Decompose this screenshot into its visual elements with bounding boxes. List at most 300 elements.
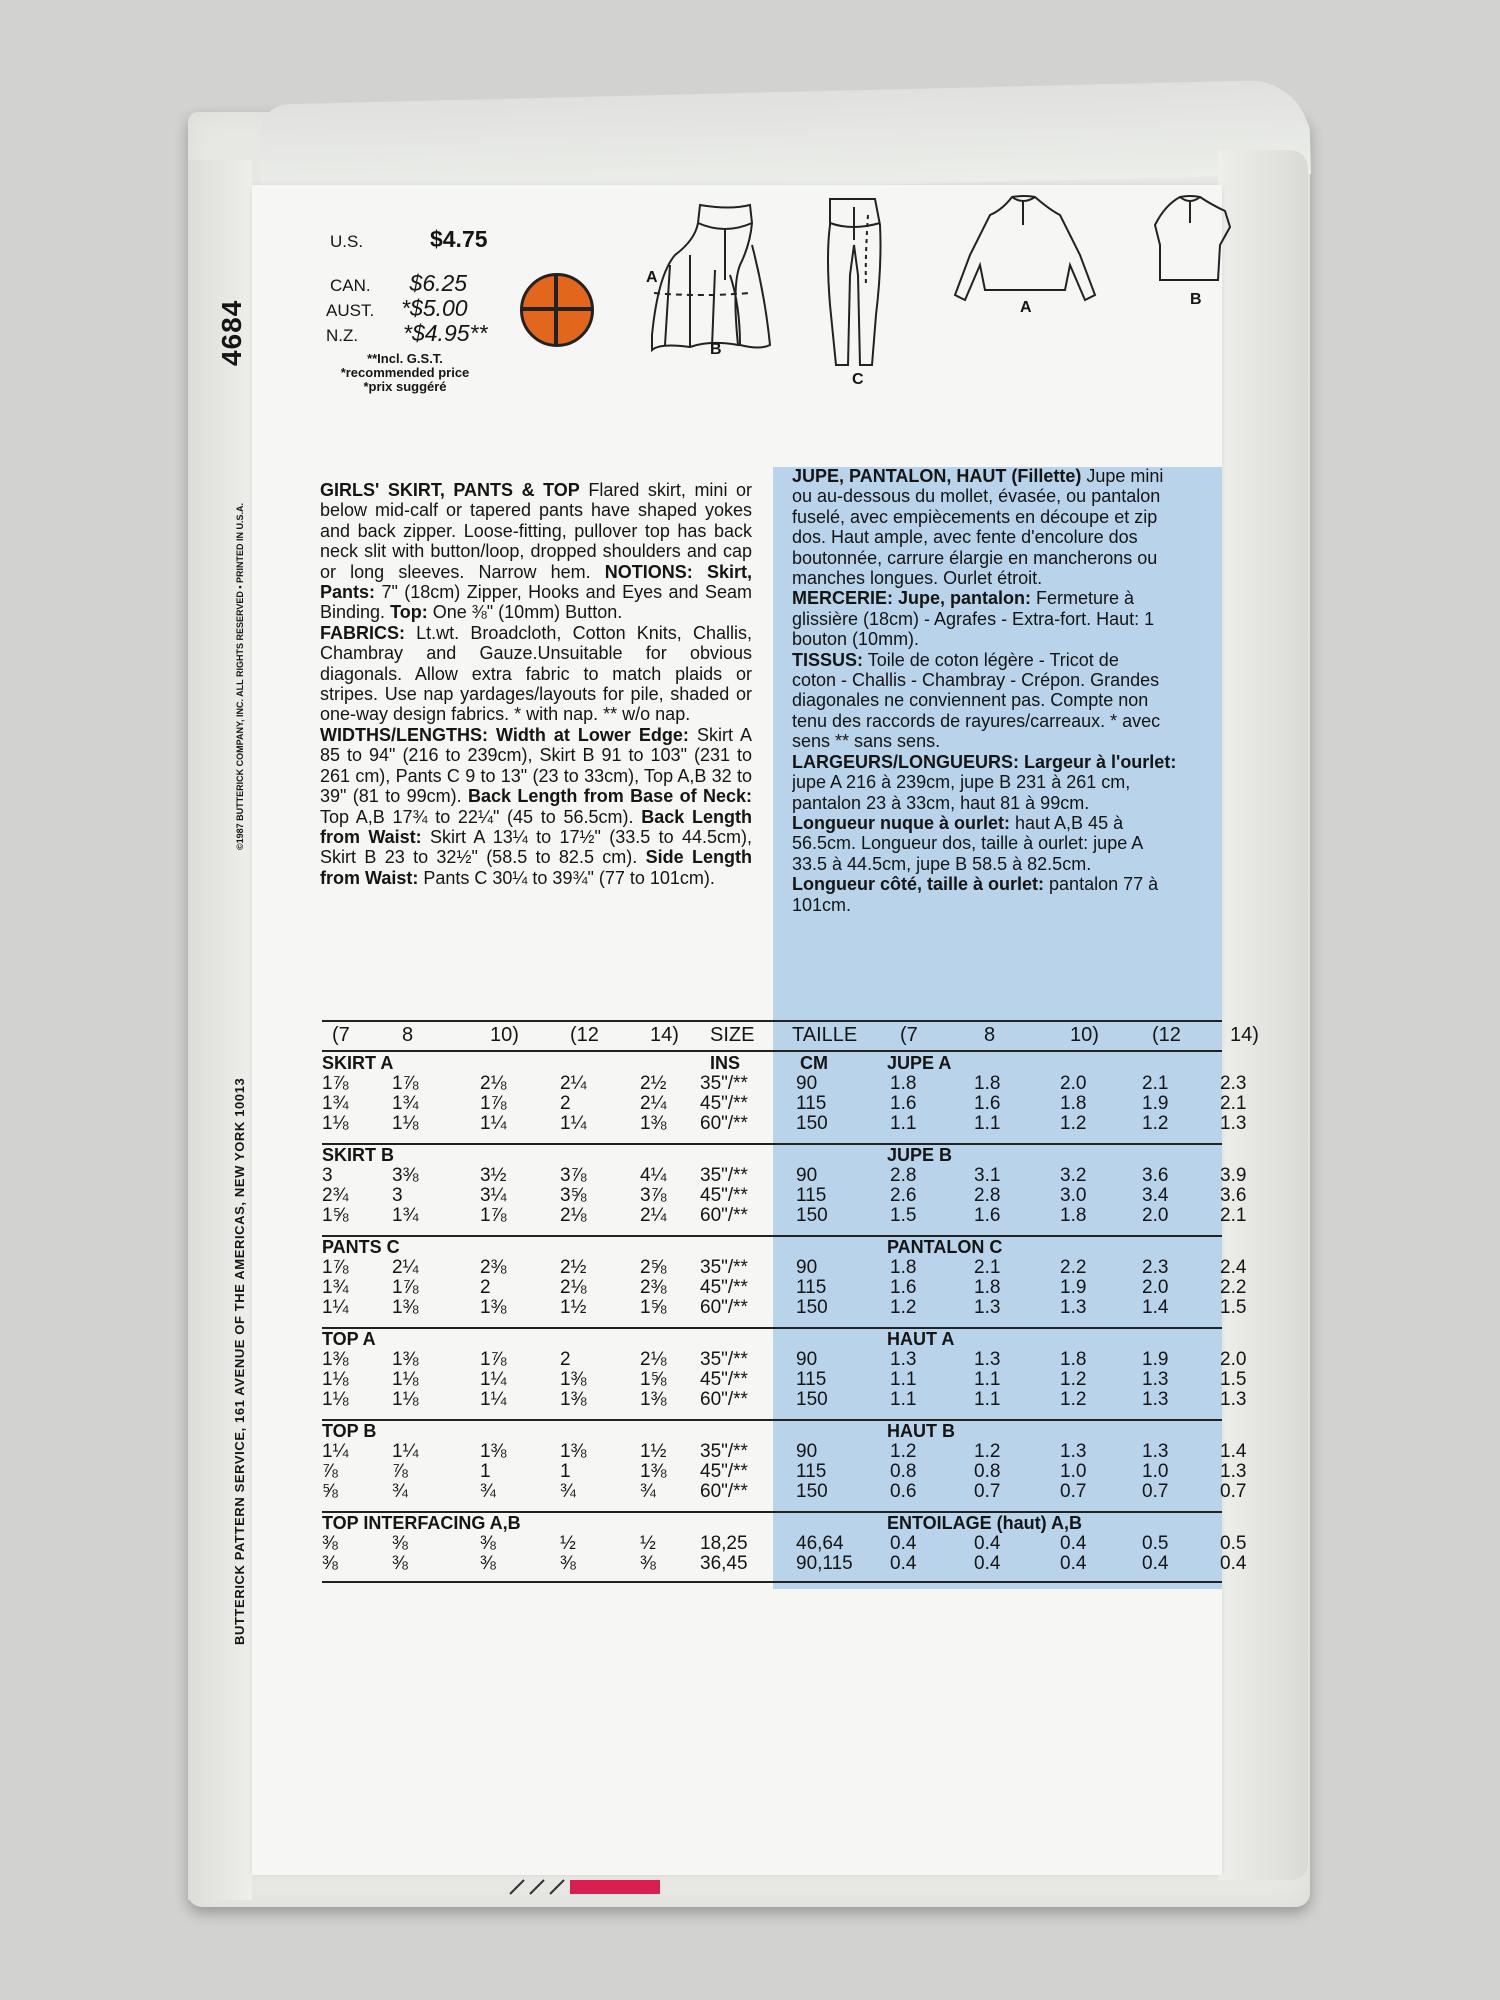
- section-label-en: TOP B: [322, 1421, 377, 1441]
- header-size-en: 10): [490, 1024, 519, 1046]
- yardage-cm-cell: 2.1: [1220, 1205, 1247, 1226]
- yardage-cm-cell: 1.8: [974, 1073, 1001, 1094]
- fabric-width-cm: 90: [796, 1165, 818, 1186]
- yardage-cm-cell: 2.3: [1220, 1073, 1247, 1094]
- header-size-en: 8: [402, 1024, 414, 1046]
- yardage-ins-cell: 2⅛: [480, 1073, 507, 1094]
- yardage-cm-cell: 1.2: [1142, 1113, 1169, 1134]
- fabric-width-ins: 45"/**: [700, 1277, 748, 1298]
- price-label: CAN.: [330, 276, 371, 295]
- yardage-cm-cell: 1.9: [1060, 1277, 1087, 1298]
- price-value: $4.75: [429, 226, 488, 252]
- yardage-cm-cell: 1.9: [1142, 1349, 1169, 1370]
- yardage-cm-cell: 0.4: [890, 1553, 917, 1574]
- widths-label: WIDTHS/LENGTHS:: [320, 724, 488, 745]
- publisher-address: BUTTERICK PATTERN SERVICE, 161 AVENUE OF THE AMERICAS, NEW YORK 10013: [232, 1077, 247, 1645]
- header-size-fr: (7: [900, 1024, 918, 1046]
- section-label-en: TOP A: [322, 1329, 376, 1349]
- french-line: [792, 813, 1222, 833]
- yardage-ins-cell: 2⅝: [640, 1257, 667, 1278]
- yardage-ins-cell: ½: [640, 1533, 656, 1554]
- yardage-cm-cell: 1.5: [1220, 1297, 1247, 1318]
- back-neck-text: Top A,B 17¾ to 22¼" (45 to 56.5cm).: [320, 806, 634, 827]
- yardage-cm-cell: 0.7: [1220, 1481, 1247, 1502]
- yardage-cm-cell: 1.1: [890, 1369, 917, 1390]
- yardage-ins-cell: ⅜: [560, 1553, 576, 1574]
- fabric-width-ins: 45"/**: [700, 1093, 748, 1114]
- yardage-cm-cell: 1.8: [1060, 1093, 1087, 1114]
- yardage-cm-cell: 1.3: [1142, 1369, 1169, 1390]
- yardage-cm-cell: 1.5: [890, 1205, 917, 1226]
- yardage-cm-cell: 1.4: [1142, 1297, 1169, 1318]
- yardage-cm-cell: 3.4: [1142, 1185, 1169, 1206]
- english-description: [320, 480, 752, 888]
- fabric-width-cm: 115: [796, 1369, 827, 1390]
- envelope-bottom-stripe: [500, 1878, 680, 1896]
- notions-top-label: Top:: [390, 602, 428, 623]
- french-line-text: Fermeture à: [1031, 588, 1135, 609]
- yardage-ins-cell: 1⅞: [480, 1093, 507, 1114]
- yardage-ins-cell: 1¼: [322, 1441, 349, 1462]
- garment-sketches: [640, 185, 1240, 400]
- french-line-text: diagonales ne conviennent pas. Compte non: [792, 690, 1149, 711]
- price-nz: [326, 320, 487, 347]
- yardage-cm-cell: 1.2: [974, 1441, 1001, 1462]
- yardage-ins-cell: ¾: [640, 1481, 656, 1502]
- yardage-cm-cell: 0.6: [890, 1481, 917, 1502]
- fabric-width-cm: 90: [796, 1257, 818, 1278]
- french-line: [792, 548, 1222, 568]
- yardage-ins-cell: 1½: [640, 1441, 667, 1462]
- yardage-ins-cell: ⅜: [480, 1553, 496, 1574]
- french-line-text: Jupe mini: [1081, 466, 1164, 486]
- table-rule: [322, 1235, 1222, 1237]
- yardage-ins-cell: 1⅞: [322, 1257, 349, 1278]
- fabric-width-ins: 35"/**: [700, 1073, 748, 1094]
- french-line: [792, 690, 1222, 710]
- table-rule: [322, 1581, 1222, 1583]
- yardage-cm-cell: 1.3: [1220, 1461, 1247, 1482]
- french-line: [792, 793, 1222, 813]
- french-line: [792, 874, 1222, 894]
- yardage-ins-cell: 1: [560, 1461, 571, 1482]
- yardage-cm-cell: 1.4: [1220, 1441, 1247, 1462]
- french-line: [792, 527, 1222, 547]
- yardage-cm-cell: 2.1: [1220, 1093, 1247, 1114]
- yardage-ins-cell: 1⅛: [322, 1389, 349, 1410]
- section-label-en: PANTS C: [322, 1237, 400, 1257]
- yardage-ins-cell: 2: [560, 1349, 571, 1370]
- price-notes: [320, 352, 490, 394]
- yardage-cm-cell: 0.4: [974, 1533, 1001, 1554]
- french-line-bold: MERCERIE: Jupe, pantalon:: [792, 588, 1032, 609]
- yardage-cm-cell: 3.6: [1220, 1185, 1247, 1206]
- yardage-ins-cell: 3: [322, 1165, 333, 1186]
- table-rule: [322, 1050, 1222, 1052]
- yardage-cm-cell: 1.3: [974, 1349, 1001, 1370]
- yardage-cm-cell: 1.3: [1220, 1113, 1247, 1134]
- sketch-drawings: [640, 185, 1240, 395]
- yardage-ins-cell: ⅜: [392, 1533, 408, 1554]
- yardage-ins-cell: 1⅜: [560, 1369, 587, 1390]
- yardage-cm-cell: 2.0: [1220, 1349, 1247, 1370]
- yardage-cm-cell: 2.2: [1220, 1277, 1247, 1298]
- yardage-ins-cell: 1¼: [480, 1113, 507, 1134]
- yardage-cm-cell: 1.0: [1142, 1461, 1169, 1482]
- french-description: [792, 466, 1222, 915]
- yardage-ins-cell: 1⅞: [392, 1073, 419, 1094]
- yardage-cm-cell: 0.4: [974, 1553, 1001, 1574]
- fabric-width-ins: 60"/**: [700, 1113, 748, 1134]
- yardage-cm-cell: 3.1: [974, 1165, 1001, 1186]
- copyright-notice: ©1987 BUTTERICK COMPANY, INC. ALL RIGHTS RESERVED • PRINTED IN U.S.A.: [235, 503, 245, 850]
- fabric-width-cm: 115: [796, 1461, 827, 1482]
- yardage-ins-cell: 3¼: [480, 1185, 507, 1206]
- yardage-ins-cell: 1⅛: [322, 1369, 349, 1390]
- yardage-ins-cell: 1⅞: [480, 1205, 507, 1226]
- yardage-ins-cell: 1⅜: [640, 1461, 667, 1482]
- yardage-ins-cell: ⅜: [322, 1533, 338, 1554]
- price-label: AUST.: [326, 301, 375, 320]
- yardage-cm-cell: 1.3: [890, 1349, 917, 1370]
- yardage-ins-cell: 1⅝: [640, 1297, 667, 1318]
- price-label: N.Z.: [326, 326, 359, 345]
- yardage-cm-cell: 1.0: [1060, 1461, 1087, 1482]
- french-line-text: pantalon 23 à 33cm, haut 81 à 99cm.: [792, 792, 1090, 813]
- back-waist-label: Back Length from Waist:: [320, 806, 752, 847]
- fabric-width-cm: 150: [796, 1389, 828, 1410]
- french-line-text: Toile de coton légère - Tricot de: [863, 649, 1119, 670]
- description-text: Flared skirt, mini or below mid-calf or tapered pants have shaped yokes and back zipper. Loose-fitting, pullover top has back neck slit with button/loop, dropped shoulders and cap or long sleeves. Narrow hem.: [320, 480, 752, 582]
- french-line-text: 56.5cm. Longueur dos, taille à ourlet: jupe A: [792, 833, 1144, 854]
- french-line: [792, 609, 1222, 629]
- french-line: [792, 772, 1222, 792]
- yardage-ins-cell: 3: [392, 1185, 403, 1206]
- fabric-width-cm: 90: [796, 1073, 818, 1094]
- yardage-cm-cell: 1.6: [974, 1205, 1001, 1226]
- yardage-cm-cell: 1.6: [974, 1093, 1001, 1114]
- fabric-width-ins: 60"/**: [700, 1205, 748, 1226]
- fabric-width-cm: 90: [796, 1441, 818, 1462]
- french-line: [792, 752, 1222, 772]
- french-line-text: coton - Challis - Chambray - Crépon. Grandes: [792, 670, 1160, 691]
- yardage-cm-cell: 1.8: [890, 1073, 917, 1094]
- yardage-cm-cell: 1.6: [890, 1277, 917, 1298]
- yardage-ins-cell: 1¼: [560, 1113, 587, 1134]
- yardage-cm-cell: 1.1: [974, 1389, 1001, 1410]
- french-line-text: ou au-dessous du mollet, évasée, ou pantalon: [792, 486, 1161, 507]
- yardage-ins-cell: ⅞: [392, 1461, 408, 1482]
- envelope-right-flap: [1218, 150, 1308, 1880]
- yardage-cm-cell: 1.3: [1060, 1441, 1087, 1462]
- table-rule: [322, 1327, 1222, 1329]
- yardage-cm-cell: 2.4: [1220, 1257, 1247, 1278]
- skirt-sketch: [652, 205, 770, 350]
- fabric-width-cm: 115: [796, 1185, 827, 1206]
- yardage-ins-cell: ⅜: [322, 1553, 338, 1574]
- yardage-ins-cell: 3⅝: [560, 1185, 587, 1206]
- yardage-ins-cell: 1¼: [392, 1441, 419, 1462]
- table-rule: [322, 1143, 1222, 1145]
- price-us: [330, 226, 488, 253]
- price-value: $6.25: [409, 270, 468, 296]
- fabric-width-ins: 36,45: [700, 1553, 748, 1574]
- yardage-cm-cell: 2.0: [1060, 1073, 1087, 1094]
- yardage-ins-cell: 1⅞: [480, 1349, 507, 1370]
- yardage-ins-cell: 1⅜: [392, 1349, 419, 1370]
- pattern-title: GIRLS' SKIRT, PANTS & TOP: [320, 480, 580, 500]
- yardage-ins-cell: 1⅜: [560, 1389, 587, 1410]
- french-line-text: boutonnée, carrure élargie en mancherons ou: [792, 547, 1158, 568]
- french-line-text: glissière (18cm) - Agrafes - Extra-fort. Haut: 1: [792, 608, 1155, 629]
- yardage-ins-cell: 1⅛: [392, 1113, 419, 1134]
- section-label-fr: HAUT B: [887, 1421, 955, 1441]
- french-line-text: 33.5 à 44.5cm, jupe B 58.5 à 82.5cm.: [792, 853, 1092, 874]
- width-lower-label: Width at Lower Edge:: [496, 724, 689, 745]
- yardage-ins-cell: 2⅛: [560, 1277, 587, 1298]
- yardage-cm-cell: 1.2: [890, 1297, 917, 1318]
- yardage-ins-cell: 2⅛: [640, 1349, 667, 1370]
- fabrics-label: FABRICS:: [320, 622, 405, 643]
- section-label-en: SKIRT B: [322, 1145, 394, 1165]
- yardage-ins-cell: ¾: [560, 1481, 576, 1502]
- fabric-width-ins: 35"/**: [700, 1349, 748, 1370]
- yardage-ins-cell: 1⅝: [322, 1205, 349, 1226]
- yardage-cm-cell: 0.7: [1142, 1481, 1169, 1502]
- french-line: [792, 731, 1222, 751]
- yardage-cm-cell: 1.8: [974, 1277, 1001, 1298]
- side-length-label: Side Length from Waist:: [320, 847, 753, 888]
- french-line-text: jupe A 216 à 239cm, jupe B 231 à 261 cm,: [792, 772, 1131, 793]
- yardage-cm-cell: 1.1: [890, 1113, 917, 1134]
- stripe-graphic: [500, 1878, 680, 1896]
- yardage-cm-cell: 2.1: [974, 1257, 1001, 1278]
- table-rule: [322, 1020, 1222, 1022]
- section-label-fr: HAUT A: [887, 1329, 955, 1349]
- price-can: [330, 270, 467, 297]
- pants-sketch: [828, 199, 881, 365]
- yardage-ins-cell: 1¾: [322, 1093, 349, 1114]
- yardage-ins-cell: 2¼: [392, 1257, 419, 1278]
- yardage-cm-cell: 3.6: [1142, 1165, 1169, 1186]
- yardage-cm-cell: 2.8: [890, 1165, 917, 1186]
- yardage-cm-cell: 0.8: [974, 1461, 1001, 1482]
- yardage-cm-cell: 1.1: [974, 1113, 1001, 1134]
- fabric-width-ins: 45"/**: [700, 1185, 748, 1206]
- header-size-fr: (12: [1152, 1024, 1181, 1046]
- french-line: [792, 670, 1222, 690]
- section-label-en: SKIRT A: [322, 1053, 394, 1073]
- yardage-ins-cell: 1⅝: [640, 1369, 667, 1390]
- yardage-cm-cell: 0.4: [1060, 1553, 1087, 1574]
- difficulty-symbol-icon: [520, 273, 594, 347]
- yardage-cm-cell: 1.6: [890, 1093, 917, 1114]
- yardage-cm-cell: 0.4: [890, 1533, 917, 1554]
- yardage-cm-cell: 3.2: [1060, 1165, 1087, 1186]
- header-size-fr: 14): [1230, 1024, 1259, 1046]
- french-line-text: 101cm.: [792, 894, 852, 915]
- yardage-ins-cell: 1⅜: [640, 1389, 667, 1410]
- yardage-cm-cell: 0.4: [1060, 1533, 1087, 1554]
- french-line-bold: LARGEURS/LONGUEURS: Largeur à l'ourlet:: [792, 751, 1177, 772]
- yardage-cm-cell: 0.4: [1142, 1553, 1169, 1574]
- yardage-cm-cell: 1.2: [1060, 1369, 1087, 1390]
- back-neck-label: Back Length from Base of Neck:: [468, 786, 752, 807]
- yardage-ins-cell: 2¼: [640, 1093, 667, 1114]
- yardage-ins-cell: 1⅞: [322, 1073, 349, 1094]
- yardage-cm-cell: 1.2: [1060, 1113, 1087, 1134]
- section-label-fr: JUPE B: [887, 1145, 953, 1165]
- fabric-width-ins: 35"/**: [700, 1165, 748, 1186]
- price-value: *$4.95**: [403, 320, 488, 346]
- yardage-cm-cell: 1.2: [1060, 1389, 1087, 1410]
- yardage-ins-cell: ½: [560, 1533, 576, 1554]
- yardage-ins-cell: 4¼: [640, 1165, 667, 1186]
- price-note: *prix suggéré: [363, 379, 447, 394]
- fabric-width-ins: 18,25: [700, 1533, 748, 1554]
- section-label-en: TOP INTERFACING A,B: [322, 1513, 521, 1533]
- yardage-ins-cell: ⅜: [392, 1553, 408, 1574]
- fabric-width-cm: 90,115: [796, 1553, 853, 1574]
- yardage-ins-cell: 1¾: [322, 1277, 349, 1298]
- yardage-cm-cell: 1.3: [974, 1297, 1001, 1318]
- fabric-width-cm: 115: [796, 1277, 827, 1298]
- french-line-text: sens ** sans sens.: [792, 731, 941, 752]
- yardage-ins-cell: 1⅞: [392, 1277, 419, 1298]
- yardage-ins-cell: 2½: [640, 1073, 667, 1094]
- yardage-cm-cell: 2.2: [1060, 1257, 1087, 1278]
- yardage-ins-cell: 2¾: [322, 1185, 349, 1206]
- fabric-width-cm: 90: [796, 1349, 818, 1370]
- fabric-width-ins: 60"/**: [700, 1389, 748, 1410]
- french-line: [792, 833, 1222, 853]
- fabric-width-ins: 35"/**: [700, 1257, 748, 1278]
- section-label-fr: PANTALON C: [887, 1237, 1003, 1257]
- yardage-ins-cell: 1¼: [480, 1389, 507, 1410]
- yardage-cm-cell: 3.9: [1220, 1165, 1247, 1186]
- sketch-label-skirt-a: A: [646, 269, 658, 286]
- fabric-width-ins: 45"/**: [700, 1369, 748, 1390]
- french-line: [792, 486, 1222, 506]
- yardage-ins-cell: 1⅜: [560, 1441, 587, 1462]
- french-line-text: dos. Haut ample, avec fente d'encolure dos: [792, 527, 1138, 548]
- yardage-cm-cell: 1.8: [1060, 1349, 1087, 1370]
- pattern-number: 4684: [216, 299, 247, 366]
- fabric-width-ins: 60"/**: [700, 1297, 748, 1318]
- width-lower-text: Skirt A 85 to 94" (216 to 239cm), Skirt B 91 to 103" (231 to 261 cm), Pants C 9 to 13" (23 to 33cm), Top A,B 32 to 39" (81 to 99cm).: [320, 724, 752, 807]
- yardage-cm-cell: 0.7: [974, 1481, 1001, 1502]
- yardage-cm-cell: 1.1: [890, 1389, 917, 1410]
- french-line: [792, 507, 1222, 527]
- french-line: [792, 711, 1222, 731]
- yardage-cm-cell: 1.2: [890, 1441, 917, 1462]
- price-value: *$5.00: [401, 295, 468, 321]
- yardage-ins-cell: 2½: [560, 1257, 587, 1278]
- header-size-en: (12: [570, 1024, 599, 1046]
- yardage-cm-cell: 1.1: [974, 1369, 1001, 1390]
- yardage-ins-cell: 1⅜: [480, 1297, 507, 1318]
- yardage-ins-cell: 1¼: [480, 1369, 507, 1390]
- yardage-ins-cell: 1¾: [392, 1093, 419, 1114]
- header-size-en: (7: [332, 1024, 350, 1046]
- french-line: [792, 629, 1222, 649]
- french-line-bold: JUPE, PANTALON, HAUT (Fillette): [792, 466, 1082, 486]
- french-line-text: bouton (10mm).: [792, 629, 920, 650]
- fabric-width-cm: 150: [796, 1481, 828, 1502]
- french-line-bold: Longueur nuque à ourlet:: [792, 812, 1010, 833]
- yardage-cm-cell: 1.8: [890, 1257, 917, 1278]
- fabrics-text: Lt.wt. Broadcloth, Cotton Knits, Challis, Chambray and Gauze.Unsuitable for obvious diagonals. Allow extra fabric to match plaids or stripes. Use nap yardages/layouts for pile, shaded or one-way design fabrics. * with nap. ** w/o nap.: [320, 622, 752, 725]
- french-line-text: tenu des raccords de rayures/carreaux. * avec: [792, 710, 1161, 731]
- sketch-label-skirt-b: B: [710, 341, 722, 358]
- fabric-width-ins: 35"/**: [700, 1441, 748, 1462]
- yardage-ins-cell: ⅝: [322, 1481, 338, 1502]
- fabric-width-ins: 45"/**: [700, 1461, 748, 1482]
- yardage-cm-cell: 1.3: [1142, 1389, 1169, 1410]
- french-line-bold: TISSUS:: [792, 649, 864, 670]
- yardage-ins-cell: 3⅞: [560, 1165, 587, 1186]
- yardage-ins-cell: 1¼: [322, 1297, 349, 1318]
- yardage-cm-cell: 2.8: [974, 1185, 1001, 1206]
- header-size-fr: 10): [1070, 1024, 1099, 1046]
- french-line: [792, 895, 1222, 915]
- price-note: **Incl. G.S.T.: [367, 351, 443, 366]
- unit-cm: CM: [800, 1053, 828, 1073]
- yardage-ins-cell: ¾: [480, 1481, 496, 1502]
- yardage-ins-cell: 2¼: [560, 1073, 587, 1094]
- yardage-ins-cell: 2: [560, 1093, 571, 1114]
- yardage-cm-cell: 0.5: [1220, 1533, 1247, 1554]
- yardage-ins-cell: 1⅜: [480, 1441, 507, 1462]
- header-size-en: 14): [650, 1024, 679, 1046]
- yardage-ins-cell: 1⅛: [322, 1113, 349, 1134]
- fabric-width-cm: 46,64: [796, 1533, 844, 1554]
- price-label: U.S.: [330, 232, 364, 251]
- yardage-cm-cell: 2.0: [1142, 1277, 1169, 1298]
- price-aust: [326, 295, 468, 322]
- yardage-ins-cell: ⅜: [480, 1533, 496, 1554]
- section-label-fr: JUPE A: [887, 1053, 952, 1073]
- french-line: [792, 568, 1222, 588]
- yardage-ins-cell: 1⅛: [392, 1389, 419, 1410]
- notions-skirt-label: Skirt, Pants:: [320, 561, 752, 603]
- yardage-ins-cell: 2⅜: [480, 1257, 507, 1278]
- side-length-text: Pants C 30¼ to 39¾" (77 to 101cm).: [423, 867, 715, 888]
- yardage-ins-cell: ⅞: [322, 1461, 338, 1482]
- yardage-ins-cell: ¾: [392, 1481, 408, 1502]
- yardage-cm-cell: 1.3: [1142, 1441, 1169, 1462]
- yardage-cm-cell: 1.3: [1220, 1389, 1247, 1410]
- yardage-cm-cell: 0.7: [1060, 1481, 1087, 1502]
- yardage-cm-cell: 0.8: [890, 1461, 917, 1482]
- yardage-cm-cell: 0.4: [1220, 1553, 1247, 1574]
- yardage-ins-cell: 2: [480, 1277, 491, 1298]
- yardage-ins-cell: 2¼: [640, 1205, 667, 1226]
- yardage-cm-cell: 2.0: [1142, 1205, 1169, 1226]
- yardage-cm-cell: 2.1: [1142, 1073, 1169, 1094]
- yardage-cm-cell: 1.3: [1060, 1297, 1087, 1318]
- unit-ins: INS: [710, 1053, 741, 1073]
- yardage-cm-cell: 1.8: [1060, 1205, 1087, 1226]
- french-line-text: manches longues. Ourlet étroit.: [792, 568, 1043, 589]
- yardage-ins-cell: 1½: [560, 1297, 587, 1318]
- yardage-cm-cell: 2.6: [890, 1185, 917, 1206]
- header-size-fr: 8: [984, 1024, 996, 1046]
- fabric-width-cm: 115: [796, 1093, 827, 1114]
- notions-top-text: One ⅜" (10mm) Button.: [432, 602, 623, 623]
- french-line: [792, 588, 1222, 608]
- fabric-width-ins: 60"/**: [700, 1481, 748, 1502]
